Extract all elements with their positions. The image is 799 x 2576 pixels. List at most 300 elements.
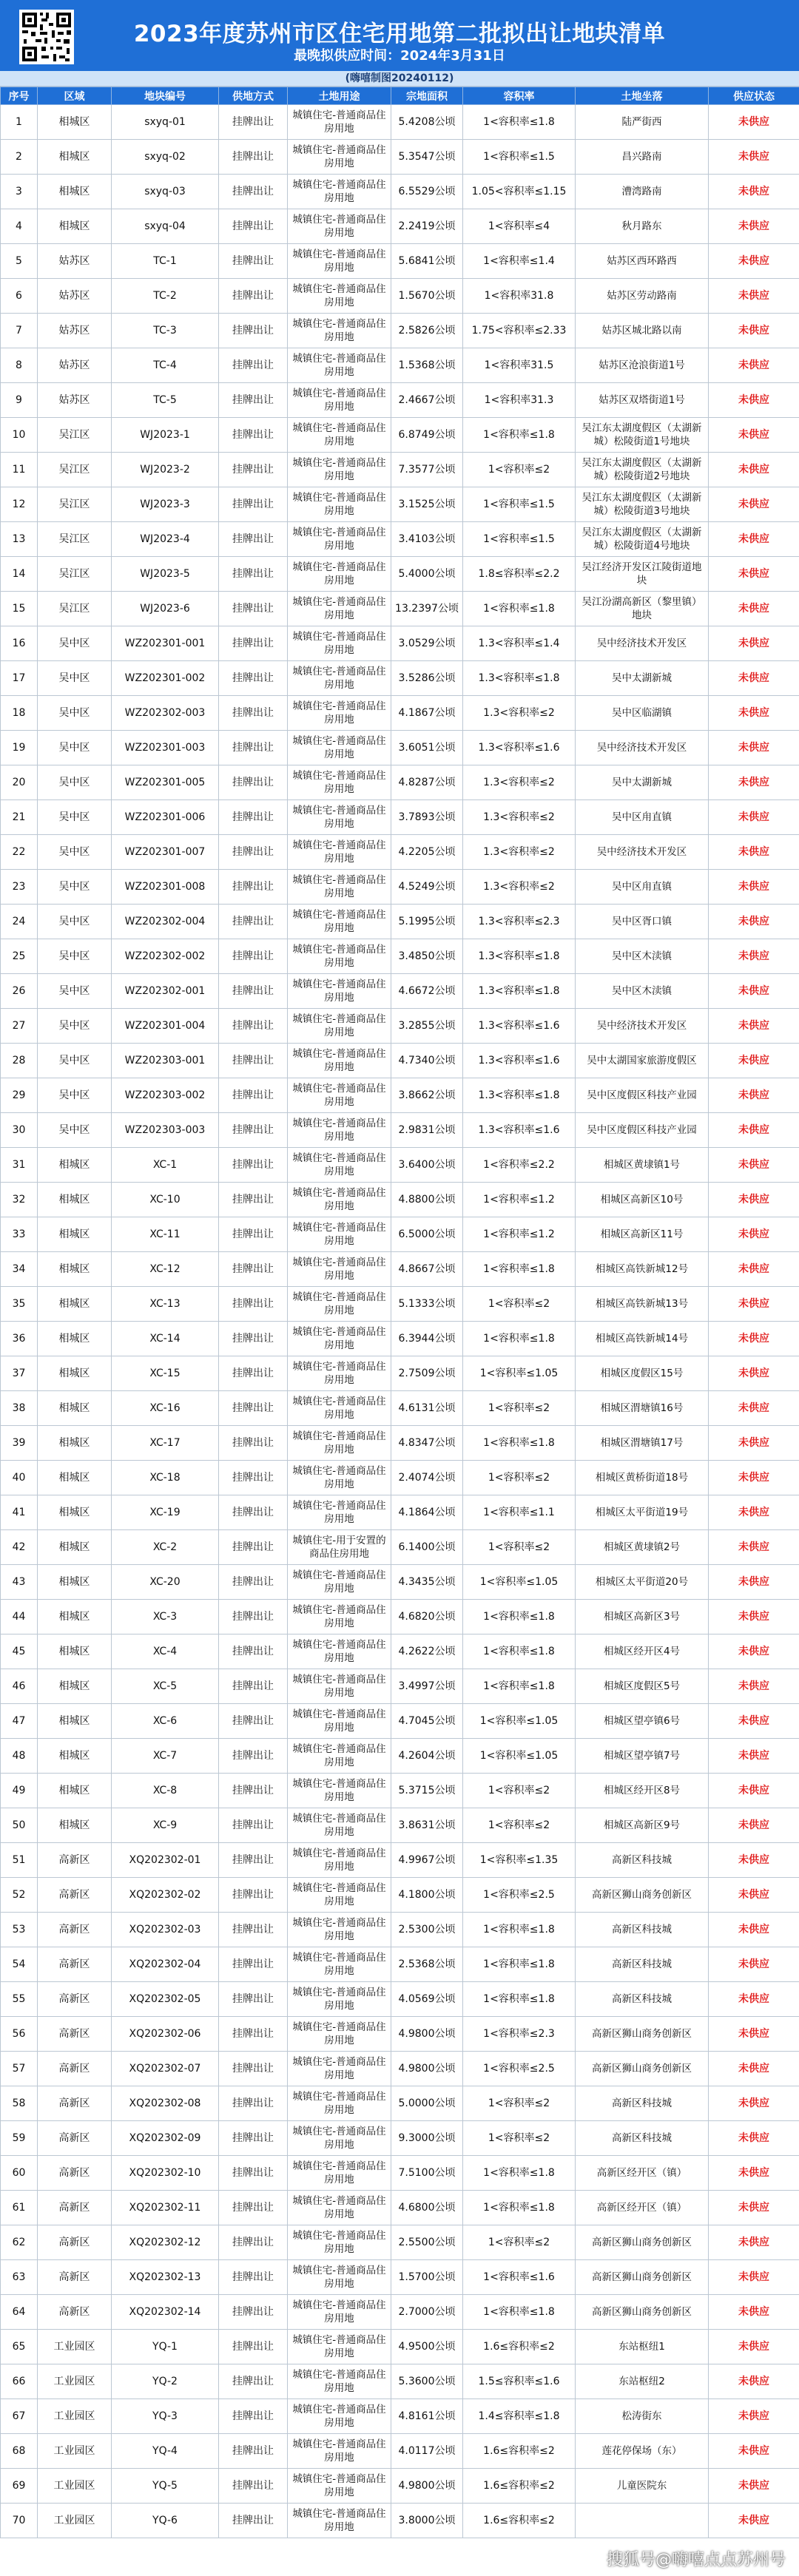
table-row (1, 244, 799, 279)
cell-index: 3 (1, 175, 38, 209)
cell-plot-ratio: 1.3<容积率≤1.6 (463, 731, 576, 765)
cell-plot-ratio: 1.5≤容积率≤1.6 (463, 2364, 576, 2399)
cell-location: 姑苏区西环路西 (576, 244, 709, 279)
cell-land-use: 城镇住宅-普通商品住房用地 (288, 1982, 391, 2017)
cell-status: 未供应 (709, 1947, 799, 1982)
cell-land-use: 城镇住宅-普通商品住房用地 (288, 105, 391, 140)
cell-status: 未供应 (709, 1565, 799, 1600)
cell-plot-ratio: 1<容积率≤2 (463, 1287, 576, 1322)
cell-parcel-id: XQ202302-11 (112, 2191, 219, 2225)
cell-district: 吴中区 (38, 870, 112, 905)
table-row (1, 1913, 799, 1947)
cell-location: 相城区度假区5号 (576, 1669, 709, 1704)
cell-supply-method: 挂牌出让 (219, 2504, 288, 2538)
cell-location: 高新区科技城 (576, 1913, 709, 1947)
cell-parcel-id: XC-19 (112, 1495, 219, 1530)
cell-location: 高新区狮山商务创新区 (576, 2017, 709, 2052)
cell-index: 19 (1, 731, 38, 765)
cell-area: 2.4667公顷 (391, 383, 463, 418)
table-row (1, 2052, 799, 2086)
cell-index: 46 (1, 1669, 38, 1704)
cell-land-use: 城镇住宅-普通商品住房用地 (288, 557, 391, 592)
cell-parcel-id: XC-6 (112, 1704, 219, 1739)
cell-district: 工业园区 (38, 2469, 112, 2504)
cell-parcel-id: TC-3 (112, 314, 219, 348)
cell-plot-ratio: 1<容积率≤2 (463, 1808, 576, 1843)
cell-status: 未供应 (709, 1634, 799, 1669)
table-row (1, 974, 799, 1009)
cell-district: 相城区 (38, 140, 112, 175)
column-header-status: 供应状态 (709, 87, 799, 105)
cell-index: 27 (1, 1009, 38, 1044)
cell-district: 高新区 (38, 1878, 112, 1913)
cell-status: 未供应 (709, 2330, 799, 2364)
cell-supply-method: 挂牌出让 (219, 1878, 288, 1913)
cell-land-use: 城镇住宅-普通商品住房用地 (288, 626, 391, 661)
cell-parcel-id: XQ202302-10 (112, 2156, 219, 2191)
cell-area: 3.6400公顷 (391, 1148, 463, 1183)
cell-index: 47 (1, 1704, 38, 1739)
cell-land-use: 城镇住宅-普通商品住房用地 (288, 1426, 391, 1461)
cell-area: 4.8287公顷 (391, 765, 463, 800)
cell-land-use: 城镇住宅-普通商品住房用地 (288, 487, 391, 522)
cell-land-use: 城镇住宅-普通商品住房用地 (288, 592, 391, 626)
column-header-location: 土地坐落 (576, 87, 709, 105)
cell-area: 9.3000公顷 (391, 2121, 463, 2156)
cell-land-use: 城镇住宅-普通商品住房用地 (288, 453, 391, 487)
cell-plot-ratio: 1<容积率≤1.2 (463, 1183, 576, 1217)
column-header-supply-method: 供地方式 (219, 87, 288, 105)
cell-supply-method: 挂牌出让 (219, 453, 288, 487)
cell-land-use: 城镇住宅-普通商品住房用地 (288, 2156, 391, 2191)
cell-index: 13 (1, 522, 38, 557)
cell-land-use: 城镇住宅-普通商品住房用地 (288, 2052, 391, 2086)
cell-land-use: 城镇住宅-普通商品住房用地 (288, 140, 391, 175)
cell-index: 56 (1, 2017, 38, 2052)
cell-area: 5.0000公顷 (391, 2086, 463, 2121)
cell-land-use: 城镇住宅-普通商品住房用地 (288, 1078, 391, 1113)
cell-index: 41 (1, 1495, 38, 1530)
cell-land-use: 城镇住宅-普通商品住房用地 (288, 1704, 391, 1739)
cell-supply-method: 挂牌出让 (219, 2225, 288, 2260)
cell-area: 2.5300公顷 (391, 1913, 463, 1947)
cell-land-use: 城镇住宅-普通商品住房用地 (288, 800, 391, 835)
cell-parcel-id: XQ202302-04 (112, 1947, 219, 1982)
cell-parcel-id: sxyq-02 (112, 140, 219, 175)
cell-area: 3.4997公顷 (391, 1669, 463, 1704)
table-row (1, 2260, 799, 2295)
cell-area: 3.8662公顷 (391, 1078, 463, 1113)
cell-land-use: 城镇住宅-普通商品住房用地 (288, 1669, 391, 1704)
cell-location: 相城区高铁新城14号 (576, 1322, 709, 1356)
table-row (1, 939, 799, 974)
cell-index: 52 (1, 1878, 38, 1913)
table-row (1, 2364, 799, 2399)
cell-status: 未供应 (709, 1461, 799, 1495)
cell-land-use: 城镇住宅-普通商品住房用地 (288, 870, 391, 905)
table-row (1, 2504, 799, 2538)
cell-area: 4.6800公顷 (391, 2191, 463, 2225)
cell-status: 未供应 (709, 905, 799, 939)
cell-parcel-id: XC-20 (112, 1565, 219, 1600)
table-row (1, 1565, 799, 1600)
cell-parcel-id: WZ202301-006 (112, 800, 219, 835)
cell-area: 5.3600公顷 (391, 2364, 463, 2399)
cell-location: 吴江汾湖高新区（黎里镇）地块 (576, 592, 709, 626)
cell-supply-method: 挂牌出让 (219, 140, 288, 175)
cell-status: 未供应 (709, 1739, 799, 1774)
cell-parcel-id: TC-2 (112, 279, 219, 314)
cell-status: 未供应 (709, 800, 799, 835)
cell-status: 未供应 (709, 626, 799, 661)
cell-index: 61 (1, 2191, 38, 2225)
cell-status: 未供应 (709, 2434, 799, 2469)
cell-status: 未供应 (709, 314, 799, 348)
cell-supply-method: 挂牌出让 (219, 1843, 288, 1878)
table-row (1, 1774, 799, 1808)
cell-status: 未供应 (709, 1148, 799, 1183)
cell-plot-ratio: 1<容积率≤2 (463, 1461, 576, 1495)
cell-parcel-id: XC-10 (112, 1183, 219, 1217)
cell-index: 49 (1, 1774, 38, 1808)
cell-district: 吴江区 (38, 418, 112, 453)
table-row (1, 2469, 799, 2504)
cell-status: 未供应 (709, 974, 799, 1009)
cell-area: 4.8347公顷 (391, 1426, 463, 1461)
table-row (1, 383, 799, 418)
cell-supply-method: 挂牌出让 (219, 939, 288, 974)
cell-supply-method: 挂牌出让 (219, 974, 288, 1009)
cell-index: 30 (1, 1113, 38, 1148)
table-row (1, 2017, 799, 2052)
cell-supply-method: 挂牌出让 (219, 2330, 288, 2364)
cell-supply-method: 挂牌出让 (219, 1148, 288, 1183)
cell-district: 相城区 (38, 1808, 112, 1843)
cell-parcel-id: XQ202302-12 (112, 2225, 219, 2260)
cell-location: 高新区科技城 (576, 1982, 709, 2017)
cell-district: 相城区 (38, 1252, 112, 1287)
cell-supply-method: 挂牌出让 (219, 1808, 288, 1843)
cell-area: 6.5000公顷 (391, 1217, 463, 1252)
cell-index: 36 (1, 1322, 38, 1356)
cell-area: 5.1995公顷 (391, 905, 463, 939)
cell-parcel-id: XC-5 (112, 1669, 219, 1704)
cell-land-use: 城镇住宅-普通商品住房用地 (288, 1461, 391, 1495)
cell-parcel-id: sxyq-03 (112, 175, 219, 209)
cell-parcel-id: XC-1 (112, 1148, 219, 1183)
cell-area: 4.7045公顷 (391, 1704, 463, 1739)
cell-index: 35 (1, 1287, 38, 1322)
cell-area: 4.8800公顷 (391, 1183, 463, 1217)
cell-supply-method: 挂牌出让 (219, 1009, 288, 1044)
cell-location: 相城区度假区15号 (576, 1356, 709, 1391)
watermark: 搜狐号@嗨嘻点点苏州号 (606, 2551, 786, 2569)
cell-location: 东站枢纽2 (576, 2364, 709, 2399)
cell-supply-method: 挂牌出让 (219, 279, 288, 314)
cell-parcel-id: WJ2023-6 (112, 592, 219, 626)
cell-location: 高新区科技城 (576, 2121, 709, 2156)
table-row (1, 1252, 799, 1287)
cell-status: 未供应 (709, 1913, 799, 1947)
cell-district: 吴中区 (38, 974, 112, 1009)
cell-supply-method: 挂牌出让 (219, 1530, 288, 1565)
cell-area: 6.1400公顷 (391, 1530, 463, 1565)
table-row (1, 1843, 799, 1878)
cell-area: 4.9967公顷 (391, 1843, 463, 1878)
cell-location: 儿童医院东 (576, 2469, 709, 2504)
cell-location: 姑苏区劳动路南 (576, 279, 709, 314)
cell-plot-ratio: 1<容积率≤1.8 (463, 1426, 576, 1461)
cell-parcel-id: XC-14 (112, 1322, 219, 1356)
cell-parcel-id: WZ202301-002 (112, 661, 219, 696)
cell-land-use: 城镇住宅-普通商品住房用地 (288, 2086, 391, 2121)
table-row (1, 2156, 799, 2191)
cell-land-use: 城镇住宅-普通商品住房用地 (288, 731, 391, 765)
cell-supply-method: 挂牌出让 (219, 105, 288, 140)
cell-status: 未供应 (709, 939, 799, 974)
cell-plot-ratio: 1.75<容积率≤2.33 (463, 314, 576, 348)
cell-district: 相城区 (38, 1634, 112, 1669)
table-row (1, 557, 799, 592)
cell-location: 吴中经济技术开发区 (576, 731, 709, 765)
cell-plot-ratio: 1<容积率≤2.2 (463, 1148, 576, 1183)
cell-status: 未供应 (709, 2469, 799, 2504)
cell-land-use: 城镇住宅-普通商品住房用地 (288, 418, 391, 453)
cell-plot-ratio: 1.3<容积率≤2 (463, 765, 576, 800)
cell-status: 未供应 (709, 2364, 799, 2399)
cell-plot-ratio: 1<容积率≤2 (463, 1774, 576, 1808)
cell-index: 7 (1, 314, 38, 348)
cell-index: 17 (1, 661, 38, 696)
cell-plot-ratio: 1.6≤容积率≤2 (463, 2504, 576, 2538)
cell-land-use: 城镇住宅-普通商品住房用地 (288, 209, 391, 244)
cell-parcel-id: XQ202302-01 (112, 1843, 219, 1878)
cell-land-use: 城镇住宅-普通商品住房用地 (288, 1356, 391, 1391)
cell-supply-method: 挂牌出让 (219, 626, 288, 661)
cell-status: 未供应 (709, 1600, 799, 1634)
cell-plot-ratio: 1.3<容积率≤1.6 (463, 1113, 576, 1148)
cell-district: 吴江区 (38, 522, 112, 557)
cell-supply-method: 挂牌出让 (219, 1461, 288, 1495)
cell-land-use: 城镇住宅-普通商品住房用地 (288, 1634, 391, 1669)
cell-area: 4.0569公顷 (391, 1982, 463, 2017)
cell-supply-method: 挂牌出让 (219, 418, 288, 453)
cell-land-use: 城镇住宅-普通商品住房用地 (288, 1600, 391, 1634)
cell-supply-method: 挂牌出让 (219, 1739, 288, 1774)
cell-plot-ratio: 1<容积率≤2.5 (463, 1878, 576, 1913)
cell-location: 相城区高铁新城12号 (576, 1252, 709, 1287)
cell-plot-ratio: 1.05<容积率≤1.15 (463, 175, 576, 209)
cell-parcel-id: WZ202301-005 (112, 765, 219, 800)
cell-location: 相城区黄桥街道18号 (576, 1461, 709, 1495)
cell-index: 57 (1, 2052, 38, 2086)
cell-district: 吴中区 (38, 765, 112, 800)
cell-parcel-id: WZ202302-001 (112, 974, 219, 1009)
cell-index: 32 (1, 1183, 38, 1217)
cell-index: 37 (1, 1356, 38, 1391)
cell-plot-ratio: 1<容积率31.5 (463, 348, 576, 383)
cell-district: 吴江区 (38, 487, 112, 522)
cell-location: 吴中区甪直镇 (576, 870, 709, 905)
cell-area: 2.5368公顷 (391, 1947, 463, 1982)
cell-plot-ratio: 1<容积率≤1.8 (463, 1600, 576, 1634)
cell-area: 2.9831公顷 (391, 1113, 463, 1148)
cell-district: 高新区 (38, 2086, 112, 2121)
cell-plot-ratio: 1<容积率≤1.05 (463, 1704, 576, 1739)
cell-supply-method: 挂牌出让 (219, 1044, 288, 1078)
cell-district: 高新区 (38, 2017, 112, 2052)
cell-land-use: 城镇住宅-普通商品住房用地 (288, 2017, 391, 2052)
cell-location: 吴中区甪直镇 (576, 800, 709, 835)
cell-land-use: 城镇住宅-普通商品住房用地 (288, 1287, 391, 1322)
cell-plot-ratio: 1<容积率≤1.8 (463, 105, 576, 140)
cell-index: 58 (1, 2086, 38, 2121)
cell-plot-ratio: 1<容积率31.8 (463, 279, 576, 314)
cell-location: 相城区高新区9号 (576, 1808, 709, 1843)
cell-status: 未供应 (709, 2399, 799, 2434)
cell-plot-ratio: 1<容积率≤1.8 (463, 1634, 576, 1669)
cell-area: 6.3944公顷 (391, 1322, 463, 1356)
cell-area: 2.2419公顷 (391, 209, 463, 244)
cell-index: 8 (1, 348, 38, 383)
cell-index: 15 (1, 592, 38, 626)
table-row (1, 661, 799, 696)
cell-supply-method: 挂牌出让 (219, 2086, 288, 2121)
table-row (1, 1600, 799, 1634)
table-row (1, 1634, 799, 1669)
cell-plot-ratio: 1<容积率≤2 (463, 2121, 576, 2156)
table-row (1, 1287, 799, 1322)
cell-status: 未供应 (709, 835, 799, 870)
cell-parcel-id: YQ-6 (112, 2504, 219, 2538)
cell-supply-method: 挂牌出让 (219, 1426, 288, 1461)
cell-status: 未供应 (709, 1669, 799, 1704)
cell-location: 相城区高新区10号 (576, 1183, 709, 1217)
cell-district: 相城区 (38, 1183, 112, 1217)
cell-location (576, 2504, 709, 2538)
table-row (1, 2121, 799, 2156)
cell-location: 吴江东太湖度假区（太湖新城）松陵街道2号地块 (576, 453, 709, 487)
cell-district: 相城区 (38, 1426, 112, 1461)
cell-parcel-id: WJ2023-3 (112, 487, 219, 522)
cell-index: 39 (1, 1426, 38, 1461)
cell-index: 21 (1, 800, 38, 835)
cell-location: 高新区狮山商务创新区 (576, 1878, 709, 1913)
cell-district: 工业园区 (38, 2434, 112, 2469)
cell-land-use: 城镇住宅-普通商品住房用地 (288, 1391, 391, 1426)
cell-location: 东站枢纽1 (576, 2330, 709, 2364)
cell-parcel-id: WZ202303-002 (112, 1078, 219, 1113)
cell-area: 3.4103公顷 (391, 522, 463, 557)
cell-supply-method: 挂牌出让 (219, 1774, 288, 1808)
cell-parcel-id: WZ202301-004 (112, 1009, 219, 1044)
cell-plot-ratio: 1.3<容积率≤1.8 (463, 939, 576, 974)
table-row (1, 835, 799, 870)
cell-area: 1.5700公顷 (391, 2260, 463, 2295)
cell-parcel-id: WZ202303-001 (112, 1044, 219, 1078)
table-row (1, 1322, 799, 1356)
cell-plot-ratio: 1<容积率≤1.8 (463, 1982, 576, 2017)
cell-land-use: 城镇住宅-普通商品住房用地 (288, 2191, 391, 2225)
cell-district: 吴江区 (38, 592, 112, 626)
cell-supply-method: 挂牌出让 (219, 2260, 288, 2295)
cell-district: 吴中区 (38, 1078, 112, 1113)
cell-location: 相城区高铁新城13号 (576, 1287, 709, 1322)
cell-parcel-id: XC-8 (112, 1774, 219, 1808)
cell-index: 54 (1, 1947, 38, 1982)
column-header-district: 区域 (38, 87, 112, 105)
cell-land-use: 城镇住宅-普通商品住房用地 (288, 1947, 391, 1982)
cell-area: 4.3435公顷 (391, 1565, 463, 1600)
cell-location: 相城区渭塘镇16号 (576, 1391, 709, 1426)
cell-status: 未供应 (709, 870, 799, 905)
cell-plot-ratio: 1.4≤容积率≤1.8 (463, 2399, 576, 2434)
cell-supply-method: 挂牌出让 (219, 1078, 288, 1113)
cell-plot-ratio: 1<容积率≤1.4 (463, 244, 576, 279)
cell-supply-method: 挂牌出让 (219, 870, 288, 905)
cell-supply-method: 挂牌出让 (219, 2469, 288, 2504)
cell-area: 4.0117公顷 (391, 2434, 463, 2469)
cell-index: 31 (1, 1148, 38, 1183)
cell-location: 昌兴路南 (576, 140, 709, 175)
cell-land-use: 城镇住宅-普通商品住房用地 (288, 2225, 391, 2260)
cell-area: 4.7340公顷 (391, 1044, 463, 1078)
cell-plot-ratio: 1.8≤容积率≤2.2 (463, 557, 576, 592)
cell-plot-ratio: 1.3<容积率≤2 (463, 800, 576, 835)
cell-district: 高新区 (38, 2260, 112, 2295)
column-header-index: 序号 (1, 87, 38, 105)
cell-land-use: 城镇住宅-普通商品住房用地 (288, 974, 391, 1009)
cell-district: 相城区 (38, 175, 112, 209)
cell-location: 高新区狮山商务创新区 (576, 2295, 709, 2330)
cell-index: 68 (1, 2434, 38, 2469)
cell-status: 未供应 (709, 453, 799, 487)
cell-index: 69 (1, 2469, 38, 2504)
cell-district: 高新区 (38, 2156, 112, 2191)
cell-parcel-id: XC-12 (112, 1252, 219, 1287)
cell-status: 未供应 (709, 140, 799, 175)
table-row (1, 1739, 799, 1774)
cell-index: 5 (1, 244, 38, 279)
cell-plot-ratio: 1<容积率≤4 (463, 209, 576, 244)
cell-supply-method: 挂牌出让 (219, 209, 288, 244)
cell-status: 未供应 (709, 592, 799, 626)
cell-location: 相城区经开区4号 (576, 1634, 709, 1669)
cell-status: 未供应 (709, 1774, 799, 1808)
table-row (1, 870, 799, 905)
cell-plot-ratio: 1<容积率≤2 (463, 2086, 576, 2121)
cell-plot-ratio: 1.6≤容积率≤2 (463, 2330, 576, 2364)
cell-area: 2.5826公顷 (391, 314, 463, 348)
cell-supply-method: 挂牌出让 (219, 1113, 288, 1148)
cell-location: 吴中区胥口镇 (576, 905, 709, 939)
deadline-subtitle: 最晚拟供应时间：2024年3月31日 (294, 48, 505, 64)
table-row (1, 1704, 799, 1739)
cell-index: 40 (1, 1461, 38, 1495)
cell-plot-ratio: 1<容积率≤1.8 (463, 418, 576, 453)
cell-area: 4.9800公顷 (391, 2017, 463, 2052)
table-row (1, 453, 799, 487)
cell-area: 5.3547公顷 (391, 140, 463, 175)
cell-supply-method: 挂牌出让 (219, 383, 288, 418)
cell-district: 相城区 (38, 1669, 112, 1704)
cell-area: 1.5368公顷 (391, 348, 463, 383)
cell-parcel-id: XC-17 (112, 1426, 219, 1461)
cell-land-use: 城镇住宅-普通商品住房用地 (288, 244, 391, 279)
cell-land-use: 城镇住宅-普通商品住房用地 (288, 905, 391, 939)
compiled-note: (嗨嘻制图20240112) (0, 71, 799, 87)
cell-status: 未供应 (709, 1530, 799, 1565)
